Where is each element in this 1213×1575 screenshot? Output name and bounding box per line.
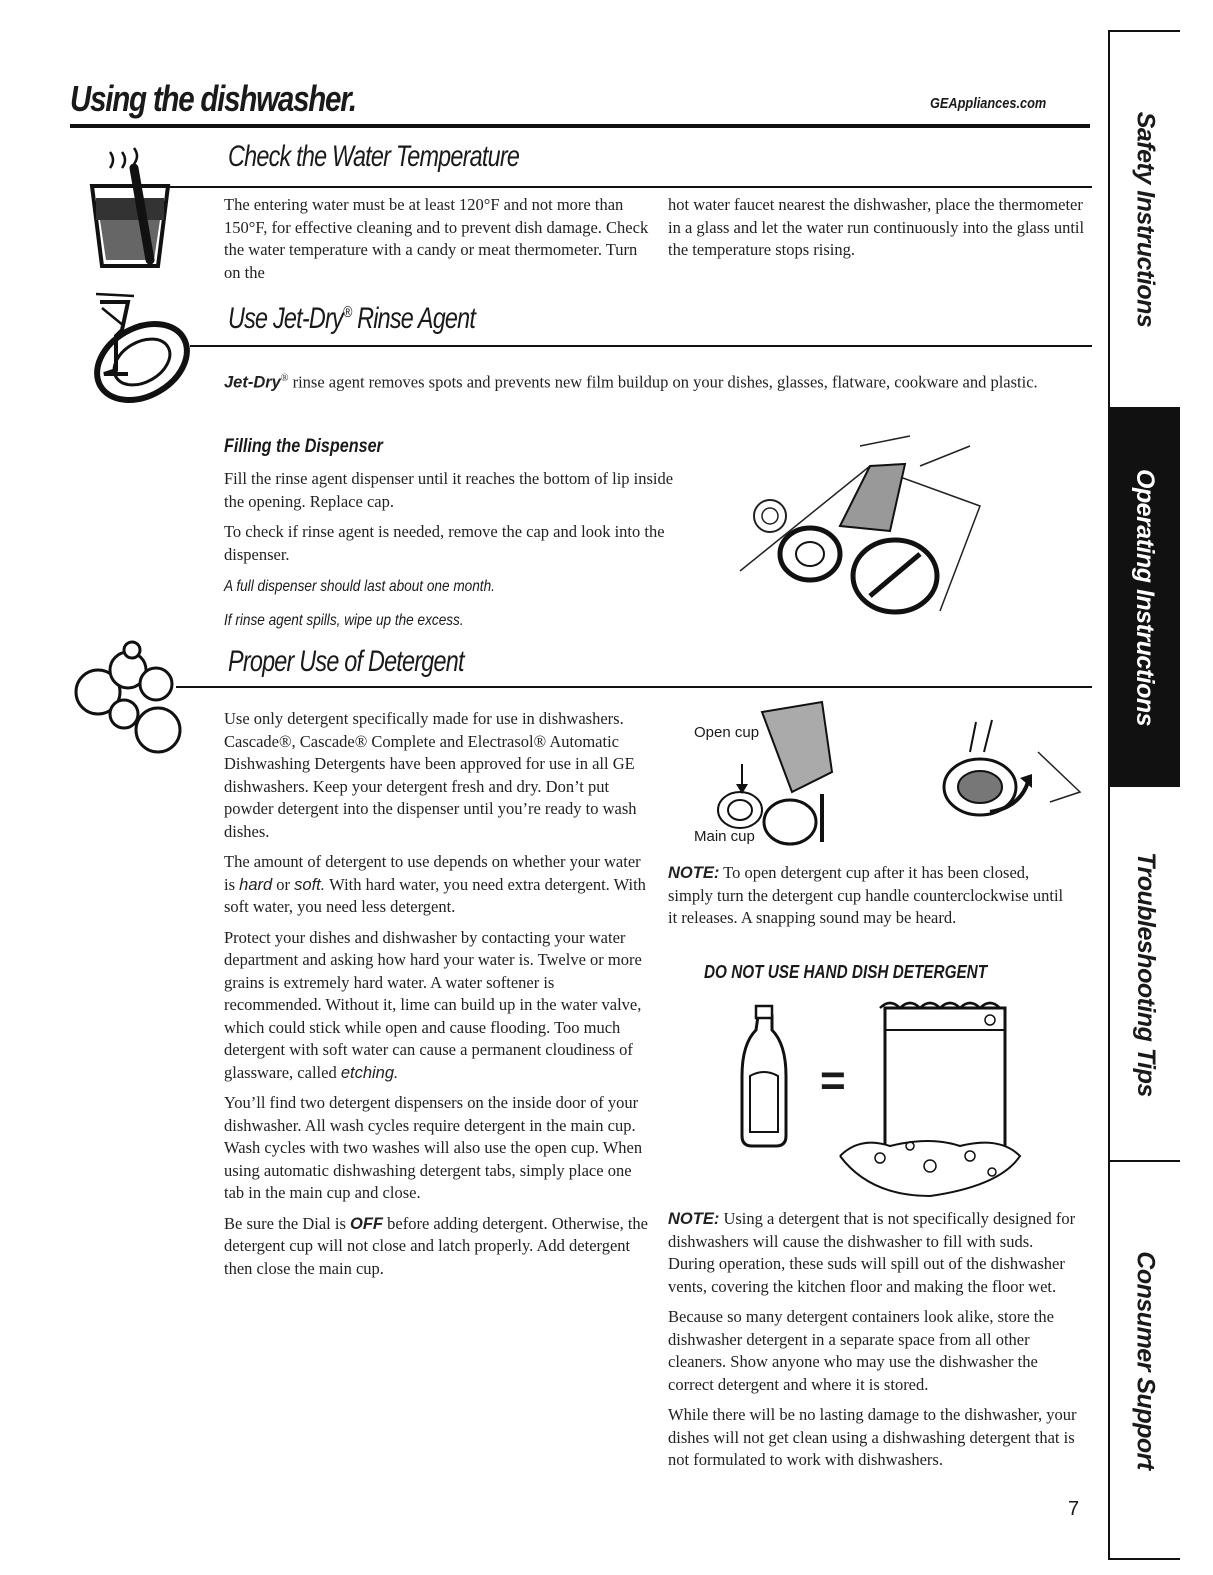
open-cup-label: Open cup bbox=[694, 724, 760, 741]
note-label: NOTE: bbox=[668, 864, 720, 882]
filling-note-1: A full dispenser should last about one month. bbox=[224, 578, 495, 595]
rinse-intro-text: rinse agent removes spots and prevents new film buildup on your dishes, glasses, flatware, cookware and plastic. bbox=[288, 372, 1038, 392]
tab-label: Consumer Support bbox=[1131, 1250, 1160, 1470]
tab-consumer-support[interactable] bbox=[1110, 1162, 1180, 1558]
detergent-p6: Because so many detergent containers look alike, store the dishwasher detergent in a separate space from all other cleaners. Show anyone who may use the dishwasher the correct detergent and where it is stored. bbox=[668, 1307, 1054, 1394]
hard-word: hard bbox=[239, 875, 273, 894]
note-label: NOTE: bbox=[668, 1210, 720, 1228]
rinse-agent-intro bbox=[224, 368, 1084, 394]
registered-mark: ® bbox=[280, 373, 289, 384]
detergent-left-column bbox=[224, 708, 654, 1288]
note-suds bbox=[668, 1208, 1083, 1298]
detergent-p1: Use only detergent specifically made for use in dishwashers. Cascade®, Cascade® Complete and Electrasol® Automatic Dishwashing Detergents have been approved for use in all GE dishwashers. Keep your detergent fresh and dry. Don’t put powder detergent into the dispenser until you’re ready to wash dishes. bbox=[224, 709, 637, 841]
text: before adding detergent. Otherwise, the detergent cup will not close and latch properly. Add detergent then close the main cup. bbox=[224, 1213, 648, 1278]
cup-handle-rotation-illustration bbox=[920, 712, 1080, 842]
soft-word: soft. bbox=[294, 875, 326, 894]
section-title-water-temperature: Check the Water Temperature bbox=[228, 140, 520, 173]
water-temp-col1: The entering water must be at least 120°F and not more than 150°F, for effective cleaning and to prevent dish damage. Check the water temperature with a candy or meat thermometer. Turn on the bbox=[224, 195, 649, 282]
detergent-p3 bbox=[224, 927, 654, 1085]
equals-sign: = bbox=[820, 1056, 846, 1105]
text: The amount of detergent to use depends on whether your water is bbox=[224, 852, 641, 894]
filling-dispenser-heading: Filling the Dispenser bbox=[224, 436, 383, 457]
detergent-p5 bbox=[224, 1213, 654, 1281]
tab-safety-instructions[interactable] bbox=[1110, 32, 1180, 407]
side-tab-strip bbox=[1108, 30, 1180, 1560]
jet-dry-brand: Jet-Dry bbox=[224, 373, 281, 392]
section-title-rinse-agent bbox=[228, 302, 475, 336]
note-text: To open detergent cup after it has been closed, simply turn the detergent cup handle counterclockwise until it releases. A snapping sound may be heard. bbox=[668, 863, 1064, 927]
page-title: Using the dishwasher. bbox=[70, 78, 356, 119]
tab-operating-instructions[interactable] bbox=[1110, 407, 1180, 787]
filling-note-2: If rinse agent spills, wipe up the excess. bbox=[224, 612, 464, 629]
tab-label: Operating Instructions bbox=[1131, 468, 1160, 726]
dish-detergent-suds-illustration bbox=[730, 996, 1030, 1201]
rinse-title-post: Rinse Agent bbox=[351, 302, 476, 335]
glass-and-dish-icon bbox=[82, 290, 192, 405]
tab-label: Safety Instructions bbox=[1131, 111, 1160, 328]
note-open-cup bbox=[668, 862, 1068, 930]
detergent-p2 bbox=[224, 851, 654, 919]
filling-p2: To check if rinse agent is needed, remove the cap and look into the dispenser. bbox=[224, 522, 665, 564]
site-url: GEAppliances.com bbox=[930, 95, 1047, 112]
water-temp-col2: hot water faucet nearest the dishwasher, place the thermometer in a glass and let the water run continuously into the glass until the temperature stops rising. bbox=[668, 195, 1085, 259]
note-text: Using a detergent that is not specifically designed for dishwashers will cause the dishwasher to fill with suds. During operation, these suds will spill out of the dishwasher vents, covering the kitchen floor and making the floor wet. bbox=[668, 1209, 1076, 1296]
text: With hard water, you need extra detergent. With soft water, you need less detergent. bbox=[224, 874, 646, 916]
text: or bbox=[272, 874, 295, 894]
etching-word: etching. bbox=[340, 1063, 399, 1082]
section-title-detergent: Proper Use of Detergent bbox=[228, 645, 464, 678]
filling-p1: Fill the rinse agent dispenser until it reaches the bottom of lip inside the opening. Replace cap. bbox=[224, 469, 674, 511]
detergent-p7: While there will be no lasting damage to the dishwasher, your dishes will not get clean using a dishwashing detergent that is not formulated to work with dishwashers. bbox=[668, 1405, 1077, 1469]
section-rule bbox=[160, 186, 1092, 188]
registered-mark: ® bbox=[342, 304, 352, 321]
page-number: 7 bbox=[1068, 1498, 1080, 1520]
text: Be sure the Dial is bbox=[224, 1213, 351, 1233]
thermometer-glass-icon bbox=[80, 148, 180, 273]
section-rule bbox=[190, 345, 1092, 347]
bubbles-icon bbox=[72, 640, 190, 760]
detergent-p4: You’ll find two detergent dispensers on the inside door of your dishwasher. All wash cycles require detergent in the main cup. Wash cycles with two washes will also use the open cup. When using automatic dishwashing detergent tabs, simply place one tab in the main cup and close. bbox=[224, 1093, 643, 1202]
header-rule bbox=[70, 124, 1090, 128]
rinse-title-pre: Use Jet-Dry bbox=[228, 302, 343, 335]
off-word: OFF bbox=[350, 1214, 384, 1233]
text: Protect your dishes and dishwasher by contacting your water department and asking how hard your water is. Twelve or more grains is extremely hard water. A water softener is recommended. Without it, lime can build up in the water valve, which could stick while open and cause flooding. Too much detergent with soft water can cause a permanent cloudiness of glassware, called bbox=[224, 927, 642, 1082]
hand-detergent-warning: DO NOT USE HAND DISH DETERGENT bbox=[704, 962, 988, 982]
filling-text bbox=[224, 468, 694, 574]
section-rule bbox=[176, 686, 1092, 688]
rinse-dispenser-illustration bbox=[730, 436, 1000, 616]
tab-troubleshooting-tips[interactable] bbox=[1110, 787, 1180, 1162]
detergent-right-column bbox=[668, 1208, 1083, 1480]
main-cup-label: Main cup bbox=[694, 828, 755, 845]
tab-label: Troubleshooting Tips bbox=[1131, 852, 1160, 1097]
